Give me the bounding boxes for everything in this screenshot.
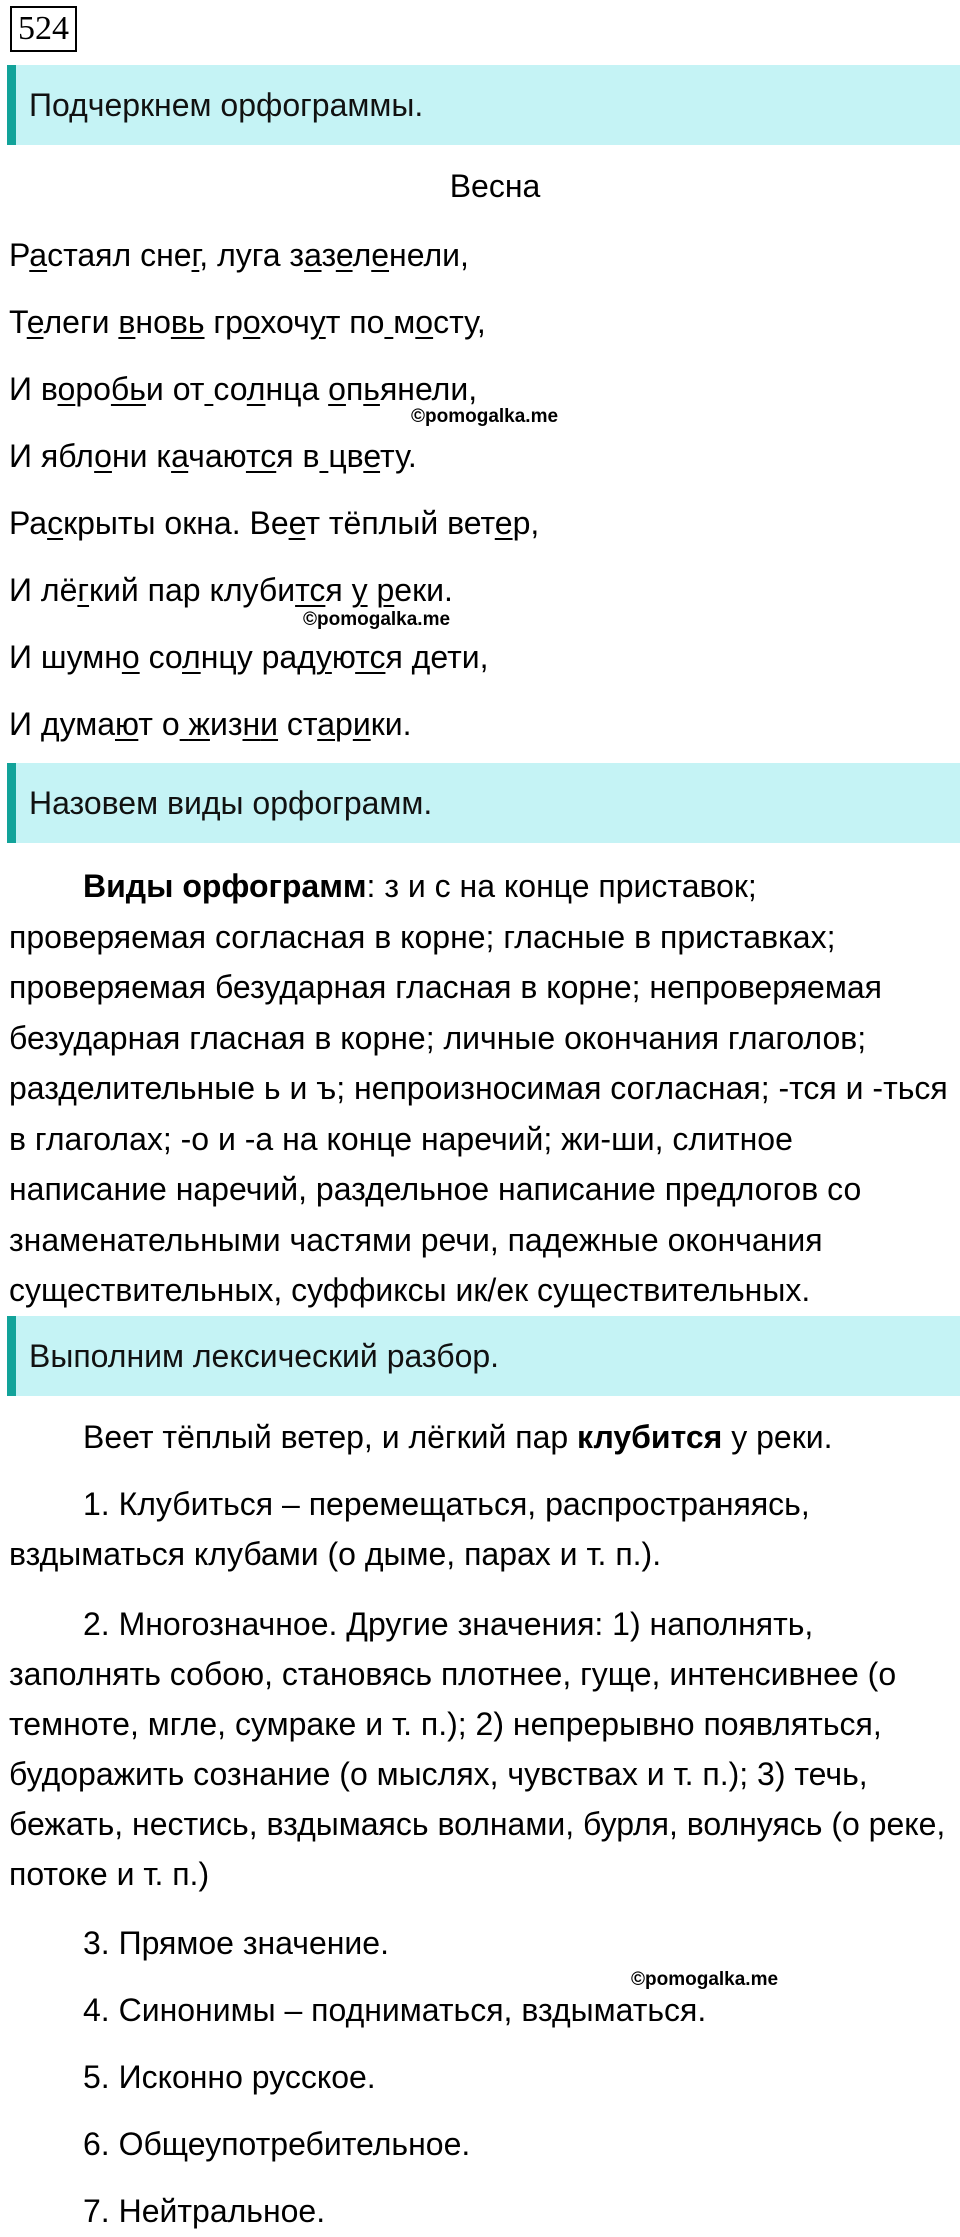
poem-line-6: И лёгкий пар клубится у реки.: [9, 572, 453, 608]
watermark: ©pomogalka.me: [411, 406, 559, 427]
poem-line-3: И воробьи от солнца опьянели,: [9, 371, 478, 407]
lexical-sentence: [9, 1412, 959, 1462]
section-header-lexical: Выполним лексический разбор.: [7, 1316, 960, 1396]
lexical-item-7: 7. Нейтральное.: [83, 2193, 326, 2229]
poem-line-4: И яблони качаются в цвету.: [9, 438, 417, 474]
section-header-orthograms: Подчеркнем орфограммы.: [7, 65, 960, 145]
poem-line-8: И думают о жизни старики.: [9, 706, 412, 742]
lexical-item-1: 1. Клубиться – перемещаться, распространяясь, вздыматься клубами (о дыме, парах и т. п.).: [9, 1486, 810, 1572]
watermark: ©pomogalka.me: [631, 1969, 779, 1990]
watermark: ©pomogalka.me: [303, 609, 451, 630]
lexical-item-5: 5. Исконно русское.: [83, 2059, 376, 2095]
poem-line-1: Растаял снег, луга зазеленели,: [9, 237, 469, 273]
lexical-item-2: 2. Многозначное. Другие значения: 1) наполнять, заполнять собою, становясь плотнее, гуще, интенсивнее (о темноте, мгле, сумраке и т. п.); 2) непрерывно появляться, будоражить сознание (о мыслях, чувствах и т. п.); 3) течь, бежать, нестись, вздымаясь волнами, бурля, волнуясь (о реке, потоке и т. п.): [9, 1606, 946, 1892]
lexical-item-4: 4. Синонимы – подниматься, вздыматься.: [83, 1992, 707, 2028]
lexical-item-3: 3. Прямое значение.: [83, 1925, 389, 1961]
lexical-item-6: 6. Общеупотребительное.: [83, 2126, 471, 2162]
orthogram-types-label: Виды орфограмм: [83, 868, 367, 904]
sentence-keyword: клубится: [577, 1419, 723, 1455]
poem-title: Весна: [449, 168, 541, 204]
sentence-after: у реки.: [722, 1419, 833, 1455]
poem-line-5: Раскрыты окна. Веет тёплый ветер,: [9, 505, 540, 541]
section-header-types: Назовем виды орфограмм.: [7, 763, 960, 843]
orthogram-types-text: : з и с на конце приставок; проверяемая согласная в корне; гласные в приставках; проверяемая безударная гласная в корне; непроверяемая безударная гласная в корне; личные окончания глаголов; разделительные ь и ъ; непроизносимая согласная; -тся и -ться в глаголах; -о и -а на конце наречий; жи-ши, слитное написание наречий, раздельное написание предлогов со знаменательными частями речи, падежные окончания существительных, суффиксы ик/ек существительных.: [9, 868, 948, 1308]
poem-line-2: Телеги вновь грохочут по мосту,: [9, 304, 486, 340]
task-number: 524: [10, 6, 77, 52]
orthogram-types-paragraph: [9, 861, 959, 1316]
sentence-before: Веет тёплый ветер, и лёгкий пар: [83, 1419, 578, 1455]
poem-line-7: И шумно солнцу радуются дети,: [9, 639, 489, 675]
